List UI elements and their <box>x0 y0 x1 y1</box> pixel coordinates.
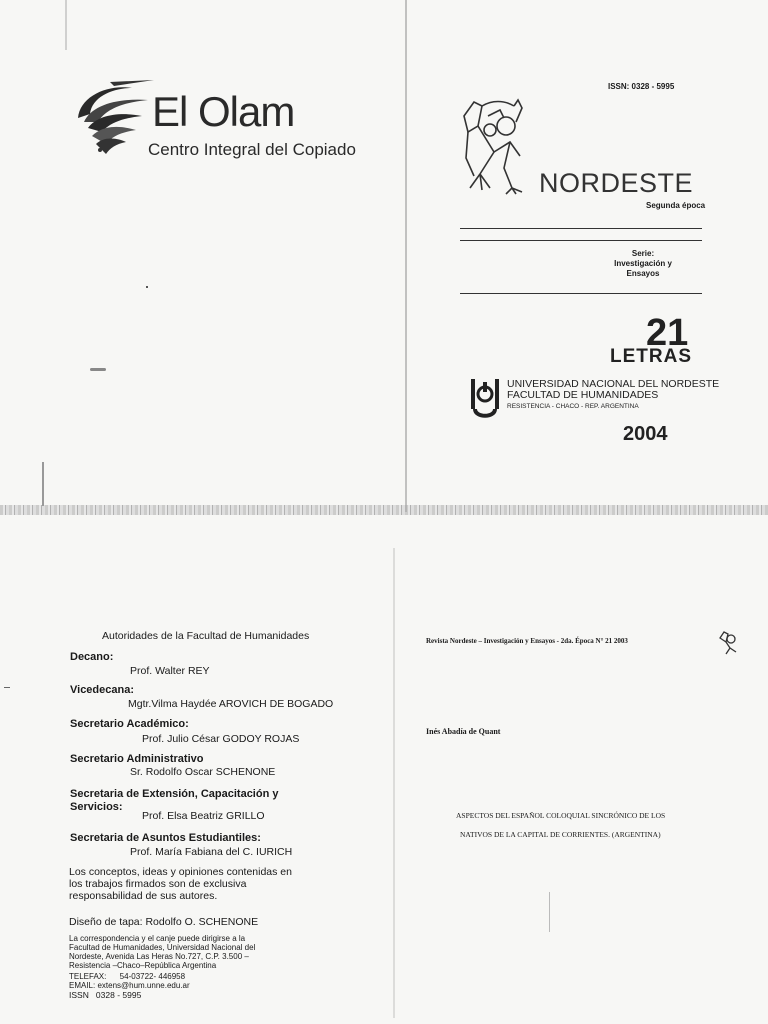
article-author: Inés Abadía de Quant <box>426 727 501 736</box>
series-name: Investigación y Ensayos <box>614 259 672 278</box>
scan-edge <box>42 462 44 506</box>
role-extension-secretary: Secretaria de Extensión, Capacitación y Servicios: <box>70 788 279 813</box>
authorities-title: Autoridades de la Facultad de Humanidades <box>102 630 310 642</box>
journal-name: NORDESTE <box>539 168 694 198</box>
person-dean: Prof. Walter REY <box>130 665 210 677</box>
university-logo-icon <box>470 378 500 418</box>
nordeste-figure-logo-icon <box>460 96 532 196</box>
series-label: Serie: <box>631 249 655 258</box>
person-admin-secretary: Sr. Rodolfo Oscar SCHENONE <box>130 766 276 778</box>
section-name: LETRAS <box>610 346 692 367</box>
role-admin-secretary: Secretario Administrativo <box>70 753 204 765</box>
issn-number: ISSN: 0328 - 5995 <box>608 82 675 91</box>
faculty-name: FACULTAD DE HUMANIDADES <box>507 389 659 401</box>
journal-running-header: Revista Nordeste – Investigación y Ensayos - 2da. Época N° 21 2003 <box>426 637 628 645</box>
scan-mark <box>549 892 550 932</box>
cover-rule <box>460 228 702 229</box>
cover-rule <box>460 240 702 241</box>
series-block <box>614 249 672 279</box>
person-student-affairs-secretary: Prof. María Fabiana del C. IURICH <box>130 846 293 858</box>
publication-year: 2004 <box>623 423 668 445</box>
disclaimer-text: Los conceptos, ideas y opiniones contenidas en los trabajos firmados son de exclusiva responsabilidad de sus autores. <box>69 866 292 902</box>
role-student-affairs-secretary: Secretaria de Asuntos Estudiantiles: <box>70 832 261 844</box>
authorities-page <box>0 512 384 1024</box>
cover-design-credit: Diseño de tapa: Rodolfo O. SCHENONE <box>69 916 259 928</box>
role-academic-secretary: Secretario Académico: <box>70 718 189 730</box>
brand-name: El Olam <box>152 88 295 135</box>
journal-epoch: Segunda época <box>646 201 706 210</box>
correspondence-text: La correspondencia y el canje puede dirigirse a la Facultad de Humanidades, Universidad Nacional del Nordeste, Avenida Las Heras No.727, C.P. 3.500 – Resistencia –Chaco–República Argentina <box>69 934 256 970</box>
role-vice-dean: Vicedecana: <box>70 684 135 696</box>
scan-speck <box>146 286 148 288</box>
brand-tagline: Centro Integral del Copiado <box>148 140 356 159</box>
university-name: UNIVERSIDAD NACIONAL DEL NORDESTE <box>507 378 720 390</box>
issue-number: 21 <box>646 312 689 354</box>
role-dean: Decano: <box>70 651 114 663</box>
journal-cover-page <box>384 0 768 512</box>
person-vice-dean: Mgtr.Vilma Haydée AROVICH DE BOGADO <box>128 698 334 710</box>
article-title-line-2: NATIVOS DE LA CAPITAL DE CORRIENTES. (ARGENTINA) <box>460 830 661 839</box>
article-title-line-1: ASPECTOS DEL ESPAÑOL COLOQUIAL SINCRÓNICO DE LOS <box>456 811 666 820</box>
scan-speck <box>4 687 10 688</box>
article-title-page <box>384 512 768 1024</box>
olam-swirl-logo-icon <box>70 78 160 160</box>
university-location: RESISTENCIA - CHACO - REP. ARGENTINA <box>507 403 639 410</box>
telefax: TELEFAX: 54-03722- 446958 <box>69 972 186 981</box>
issn-footer: ISSN 0328 - 5995 <box>69 990 142 1000</box>
journal-small-logo-icon <box>718 630 738 656</box>
inside-cover-page <box>0 0 384 512</box>
email: EMAIL: extens@hum.unne.edu.ar <box>69 981 190 990</box>
scan-speck <box>90 368 106 371</box>
person-extension-secretary: Prof. Elsa Beatriz GRILLO <box>142 810 265 822</box>
person-academic-secretary: Prof. Julio César GODOY ROJAS <box>142 733 300 745</box>
cover-rule <box>460 293 702 294</box>
